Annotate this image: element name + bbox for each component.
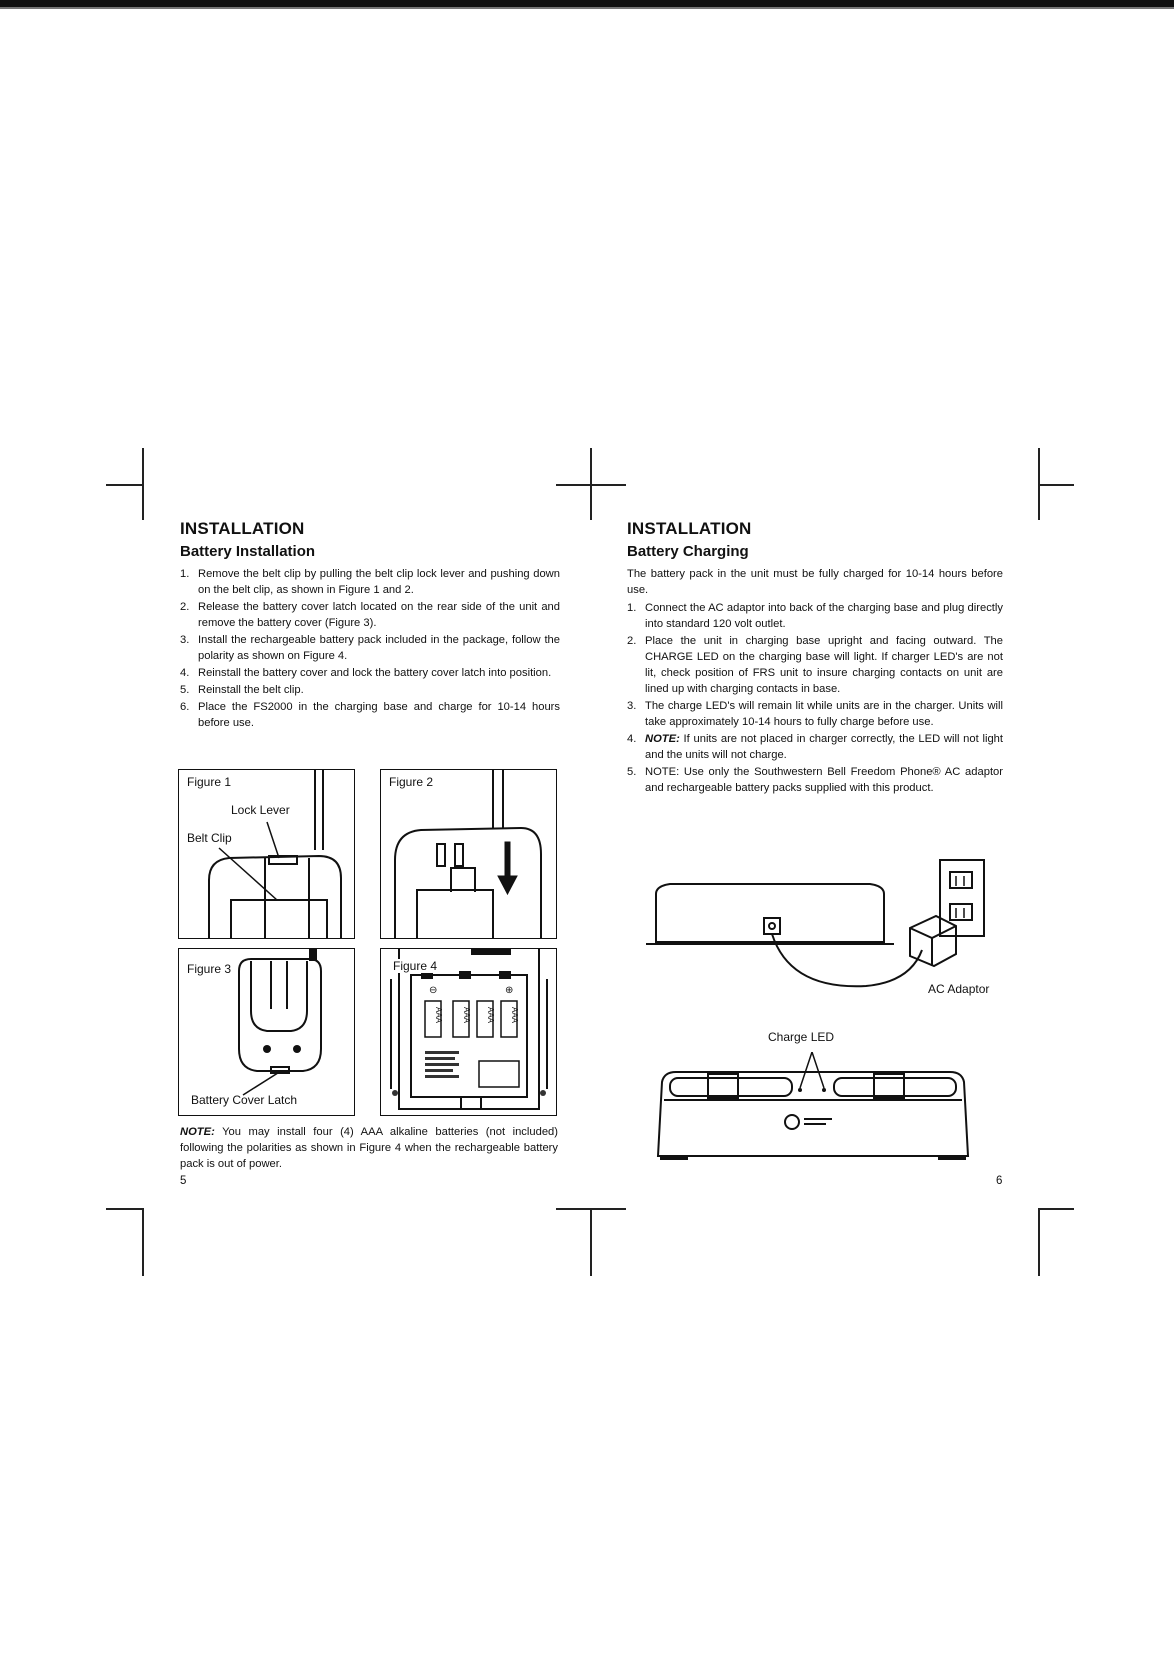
step-number: 2. xyxy=(627,635,637,647)
crop-mark-bottom-left-h xyxy=(106,1208,143,1210)
step-text: Install the rechargeable battery pack included in the package, follow the polarity as shown on Figure 4. xyxy=(198,634,560,662)
charging-steps xyxy=(627,600,1003,796)
installation-step-6 xyxy=(180,699,560,731)
step-number: 4. xyxy=(180,667,190,679)
step-text: If units are not placed in charger correctly, the LED will not light and the units will not charge. xyxy=(645,733,1003,761)
left-heading: INSTALLATION xyxy=(180,519,305,538)
step-text: Reinstall the belt clip. xyxy=(198,684,304,696)
installation-steps xyxy=(180,566,560,731)
installation-step-2 xyxy=(180,599,560,631)
crop-mark-bottom-right-v xyxy=(1038,1208,1040,1276)
battery-cover-latch-callout: Battery Cover Latch xyxy=(191,1093,298,1107)
step-text: Remove the belt clip by pulling the belt clip lock lever and pushing down on the belt clip, as shown in Figure 1 and 2. xyxy=(198,568,560,596)
step-number: 1. xyxy=(180,568,190,580)
page-number-left: 5 xyxy=(180,1175,187,1187)
right-page-text xyxy=(627,518,1003,797)
step-number: 5. xyxy=(180,684,190,696)
charging-step-4 xyxy=(627,731,1003,763)
belt-clip-callout: Belt Clip xyxy=(187,831,232,845)
figure-4 xyxy=(380,948,557,1116)
step-text: The charge LED's will remain lit while units are in the charger. Units will take approximately 10-14 hours to fully charge before use. xyxy=(645,700,1003,728)
ac-adaptor-callout: AC Adaptor xyxy=(928,982,990,996)
right-heading: INSTALLATION xyxy=(627,519,752,538)
figure-4-label: Figure 4 xyxy=(393,959,438,973)
crop-mark-bottom-mid-v xyxy=(590,1208,592,1276)
step-number: 1. xyxy=(627,602,637,614)
page-number-right: 6 xyxy=(996,1175,1003,1187)
step-text: Connect the AC adaptor into back of the charging base and plug directly into standard 120 volt outlet. xyxy=(645,602,1003,630)
step-number: 4. xyxy=(627,733,637,745)
charging-step-5 xyxy=(627,764,1003,796)
note-label: NOTE: xyxy=(180,1126,215,1138)
minus-terminal-mark: ⊖ xyxy=(429,985,438,996)
figure-4-illustration xyxy=(381,949,556,1115)
figure-2-label: Figure 2 xyxy=(389,775,434,789)
charge-led-callout: Charge LED xyxy=(768,1030,835,1044)
figure-3-label: Figure 3 xyxy=(187,962,232,976)
charging-step-3 xyxy=(627,698,1003,730)
aaa-cell-3-label: AAA xyxy=(486,1007,495,1024)
crop-mark-top-right-h xyxy=(1038,484,1074,486)
aaa-cell-1-label: AAA xyxy=(434,1007,443,1024)
crop-mark-bottom-mid-h xyxy=(556,1208,626,1210)
installation-step-3 xyxy=(180,632,560,664)
top-edge-bar xyxy=(0,0,1174,7)
figure-2 xyxy=(380,769,557,939)
charging-step-2 xyxy=(627,633,1003,697)
step-text: NOTE: Use only the Southwestern Bell Freedom Phone® AC adaptor and rechargeable battery packs supplied with this product. xyxy=(645,766,1003,794)
step-number: 2. xyxy=(180,601,190,613)
figure-3 xyxy=(178,948,355,1116)
figure-1-illustration xyxy=(179,770,354,938)
step-text: Place the unit in charging base upright and facing outward. The CHARGE LED on the charging base will light. If charger LED's are not lit, check position of FRS unit to insure charging contacts on unit are lined up with charging contacts in base. xyxy=(645,635,1003,695)
left-page-text xyxy=(180,518,560,732)
step-text: Reinstall the battery cover and lock the battery cover latch into position. xyxy=(198,667,552,679)
installation-step-4 xyxy=(180,665,560,681)
step-number: 5. xyxy=(627,766,637,778)
charging-step-1 xyxy=(627,600,1003,632)
step-number: 3. xyxy=(180,634,190,646)
aaa-battery-note xyxy=(180,1124,558,1172)
note-text: You may install four (4) AAA alkaline batteries (not included) following the polarities as shown in Figure 4 when the rechargeable battery pack is out of power. xyxy=(180,1126,558,1170)
crop-mark-top-left-h xyxy=(106,484,143,486)
crop-mark-bottom-left-v xyxy=(142,1208,144,1276)
left-subheading: Battery Installation xyxy=(180,543,316,560)
figure-2-illustration xyxy=(381,770,556,938)
charging-base-adaptor-illustration xyxy=(640,850,1000,1000)
plus-terminal-mark: ⊕ xyxy=(505,985,514,996)
installation-step-1 xyxy=(180,566,560,598)
installation-step-5 xyxy=(180,682,560,698)
crop-mark-bottom-right-h xyxy=(1038,1208,1074,1210)
step-number: 6. xyxy=(180,701,190,713)
step-note-label: NOTE: xyxy=(645,733,680,745)
step-number: 3. xyxy=(627,700,637,712)
step-text: Place the FS2000 in the charging base and charge for 10-14 hours before use. xyxy=(198,701,560,729)
top-edge-shadow xyxy=(0,7,1174,9)
crop-mark-top-mid-h xyxy=(556,484,626,486)
lock-lever-callout: Lock Lever xyxy=(231,803,290,817)
aaa-cell-4-label: AAA xyxy=(510,1007,519,1024)
aaa-cell-2-label: AAA xyxy=(462,1007,471,1024)
figure-1 xyxy=(178,769,355,939)
charging-base-front-illustration xyxy=(650,1052,980,1162)
right-subheading: Battery Charging xyxy=(627,543,749,560)
figure-1-label: Figure 1 xyxy=(187,775,232,789)
charging-intro: The battery pack in the unit must be fully charged for 10-14 hours before use. xyxy=(627,568,1003,596)
step-text: Release the battery cover latch located on the rear side of the unit and remove the battery cover (Figure 3). xyxy=(198,601,560,629)
